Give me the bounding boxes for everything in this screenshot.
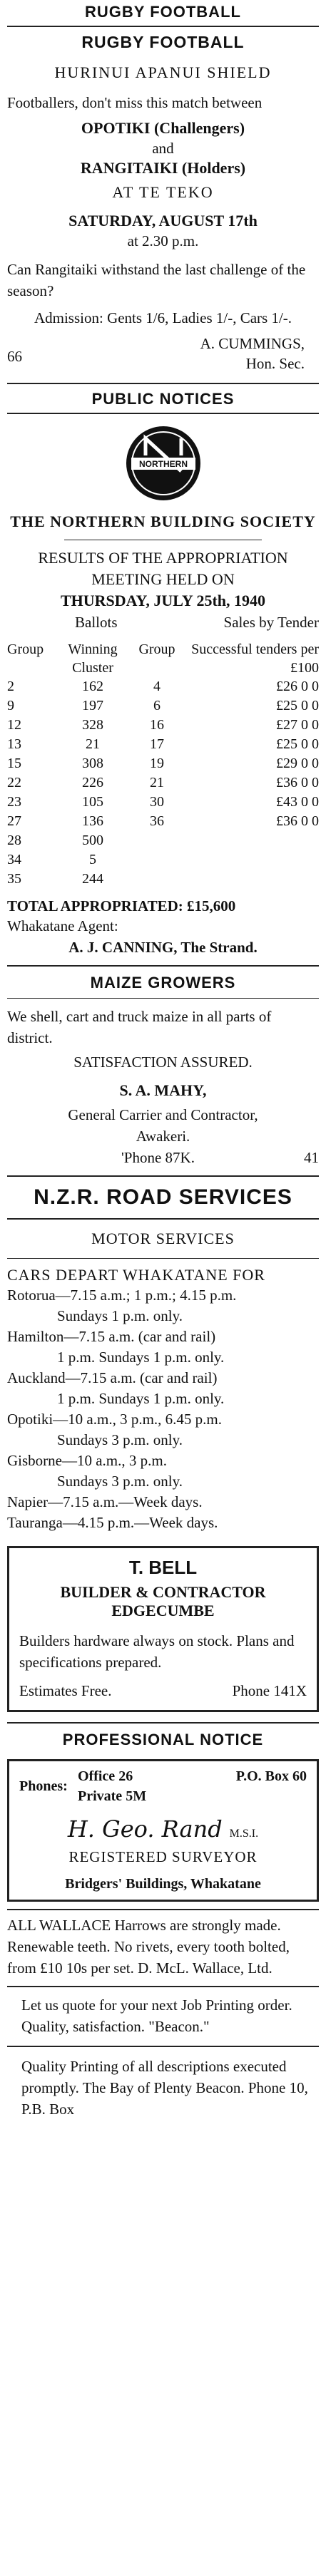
table-cell-g2: 36 [150, 813, 164, 829]
table-cell-w: 244 [82, 871, 103, 887]
table-cell-t [185, 850, 319, 870]
logo-text: NORTHERN [138, 459, 188, 469]
table-row [7, 831, 319, 850]
timetable-line: 1 p.m. Sundays 1 p.m. only. [57, 1390, 225, 1407]
table-row [7, 677, 319, 696]
timetable-line: Sundays 3 p.m. only. [57, 1473, 183, 1490]
col-group: Group [7, 642, 44, 657]
ad-ref: 66 [7, 348, 22, 365]
table-row [7, 793, 319, 812]
rugby-section [7, 0, 319, 376]
admission: Admission: Gents 1/6, Ladies 1/-, Cars 1/-. [34, 309, 292, 326]
divider [7, 413, 319, 414]
table-cell-w: 5 [89, 852, 96, 867]
northern-logo [7, 424, 319, 503]
table-cell-g: 2 [7, 679, 14, 694]
table-cell-t: £36 0 0 [276, 813, 319, 829]
table-cell-g2: 4 [153, 679, 161, 694]
maize-name: S. A. MAHY, [119, 1081, 207, 1099]
table-cell-g: 35 [7, 871, 21, 887]
col-group2: Group [138, 642, 175, 657]
divider [7, 2046, 319, 2047]
newspaper-column [7, 0, 319, 2120]
quality-printing-ad: Quality Printing of all descriptions executed promptly. The Bay of Plenty Beacon. Phone 10, P.B. Box [21, 2058, 308, 2118]
po-box: P.O. Box 60 [235, 1768, 307, 1784]
surveyor-name: H. Geo. Rand [67, 1815, 223, 1843]
timetable-line: Sundays 3 p.m. only. [57, 1431, 183, 1448]
table-row [7, 696, 319, 716]
table-cell-t: £43 0 0 [276, 794, 319, 810]
sales-label: Sales by Tender [223, 614, 319, 631]
maize-section [7, 974, 319, 1168]
col-successful: Successful tenders per £100 [191, 642, 319, 676]
maize-ref: 41 [304, 1149, 319, 1166]
table-row [7, 735, 319, 754]
rugby-question: Can Rangitaiki withstand the last challenge of the season? [7, 261, 306, 299]
divider [7, 1722, 319, 1724]
divider [7, 998, 319, 999]
divider [7, 383, 319, 384]
col-winning: Winning Cluster [68, 642, 118, 676]
bell-phone: Phone 141X [232, 1682, 307, 1699]
table-cell-g2 [128, 870, 185, 889]
meeting-date: THURSDAY, JULY 25th, 1940 [60, 592, 266, 609]
private-phone: Private 5M [78, 1788, 147, 1804]
total-appropriated: TOTAL APPROPRIATED: £15,600 [7, 897, 236, 915]
maize-body: We shell, cart and truck maize in all parts of district. [7, 1008, 272, 1046]
divider [7, 1909, 319, 1910]
timetable-line: Gisborne—10 a.m., 3 p.m. [7, 1452, 167, 1469]
maize-heading: MAIZE GROWERS [90, 974, 236, 991]
table-row [7, 716, 319, 735]
table-cell-g: 23 [7, 794, 21, 810]
maize-role: General Carrier and Contractor, [68, 1106, 258, 1123]
timetable-line: 1 p.m. Sundays 1 p.m. only. [57, 1349, 225, 1366]
nzr-section [7, 1185, 319, 1533]
timetable-line: Opotiki—10 a.m., 3 p.m., 6.45 p.m. [7, 1411, 222, 1428]
timetable-line: Rotorua—7.15 a.m.; 1 p.m.; 4.15 p.m. [7, 1287, 237, 1304]
team-challenger: OPOTIKI (Challengers) [81, 119, 245, 137]
nzr-timetable [7, 1264, 319, 1533]
timetable-line: Auckland—7.15 a.m. (car and rail) [7, 1369, 218, 1386]
table-cell-g2: 6 [153, 698, 161, 713]
table-cell-g: 22 [7, 775, 21, 790]
section-heading-rugby: RUGBY FOOTBALL [85, 3, 241, 21]
agent-name: A. J. CANNING, The Strand. [68, 939, 258, 956]
table-cell-t: £25 0 0 [276, 736, 319, 752]
bell-trade: BUILDER & CONTRACTOR [60, 1583, 266, 1601]
table-cell-g2 [128, 831, 185, 850]
surveyor-address: Bridgers' Buildings, Whakatane [65, 1876, 261, 1892]
timetable-line: CARS DEPART WHAKATANE FOR [7, 1266, 265, 1284]
ballots-label: Ballots [75, 614, 118, 631]
surveyor-ad [7, 1759, 319, 1902]
bell-body: Builders hardware always on stock. Plans and specifications prepared. [19, 1632, 295, 1671]
msi: M.S.I. [229, 1828, 259, 1840]
timetable-line: Hamilton—7.15 a.m. (car and rail) [7, 1328, 216, 1345]
table-row [7, 812, 319, 831]
bell-name: T. BELL [128, 1557, 198, 1578]
society-name: THE NORTHERN BUILDING SOCIETY [10, 512, 316, 530]
table-row [7, 773, 319, 793]
table-cell-g2: 21 [150, 775, 164, 790]
table-cell-g: 9 [7, 698, 14, 713]
divider [7, 1175, 319, 1177]
professional-heading: PROFESSIONAL NOTICE [62, 1731, 264, 1748]
table-cell-w: 21 [86, 736, 100, 752]
table-row [7, 870, 319, 889]
timetable-line: Napier—7.15 a.m.—Week days. [7, 1493, 203, 1510]
match-time: at 2.30 p.m. [127, 232, 199, 249]
wallace-ad: ALL WALLACE Harrows are strongly made. Renewable teeth. No rivets, every tooth bolted, from £10 10s per set. D. McL. Wallace, Ltd. [7, 1917, 290, 1977]
professional-section [7, 1731, 319, 1902]
table-cell-t: £27 0 0 [276, 717, 319, 733]
table-cell-w: 308 [82, 756, 103, 771]
table-cell-g2 [128, 850, 185, 870]
table-row [7, 850, 319, 870]
table-cell-g: 28 [7, 833, 21, 848]
bell-estimates: Estimates Free. [19, 1682, 112, 1699]
table-cell-g2: 17 [150, 736, 164, 752]
table-cell-w: 500 [82, 833, 103, 848]
appropriation-table [7, 640, 319, 889]
table-cell-w: 136 [82, 813, 103, 829]
table-cell-g: 15 [7, 756, 21, 771]
timetable-line: Tauranga—4.15 p.m.—Week days. [7, 1514, 218, 1531]
satisfaction: SATISFACTION ASSURED. [73, 1053, 253, 1071]
signer: A. CUMMINGS, [200, 335, 305, 352]
nzr-subtitle: MOTOR SERVICES [91, 1230, 235, 1247]
table-cell-g2: 16 [150, 717, 164, 733]
public-notices-section [7, 390, 319, 958]
table-cell-w: 105 [82, 794, 103, 810]
table-cell-t: £25 0 0 [276, 698, 319, 713]
timetable-line: Sundays 1 p.m. only. [57, 1307, 183, 1324]
table-cell-t: £36 0 0 [276, 775, 319, 790]
table-row [7, 754, 319, 773]
table-cell-w: 226 [82, 775, 103, 790]
divider [7, 1218, 319, 1220]
phones-label: Phones: [19, 1778, 68, 1794]
results-heading: RESULTS OF THE APPROPRIATION MEETING HELD ON [38, 549, 288, 588]
divider [7, 1258, 319, 1259]
rugby-intro: Footballers, don't miss this match between [7, 94, 263, 111]
table-cell-g: 27 [7, 813, 21, 829]
table-cell-t: £26 0 0 [276, 679, 319, 694]
table-cell-w: 328 [82, 717, 103, 733]
table-cell-g2: 30 [150, 794, 164, 810]
agent-label: Whakatane Agent: [7, 917, 118, 934]
match-date: SATURDAY, AUGUST 17th [68, 212, 258, 230]
table-cell-w: 197 [82, 698, 103, 713]
table-cell-w: 162 [82, 679, 103, 694]
venue: AT TE TEKO [112, 183, 214, 201]
maize-place: Awakeri. [136, 1128, 190, 1145]
office-phone: Office 26 [78, 1768, 133, 1784]
signer-title: Hon. Sec. [245, 355, 305, 372]
table-cell-g2: 19 [150, 756, 164, 771]
maize-phone: 'Phone 87K. [121, 1149, 195, 1166]
shield-name: HURINUI APANUI SHIELD [54, 63, 272, 81]
table-cell-t: £29 0 0 [276, 756, 319, 771]
table-cell-g: 13 [7, 736, 21, 752]
divider [7, 26, 319, 27]
job-printing-ad: Let us quote for your next Job Printing order. Quality, satisfaction. "Beacon." [21, 1997, 292, 2035]
table-cell-g: 34 [7, 852, 21, 867]
section-heading-public-notices: PUBLIC NOTICES [91, 390, 235, 408]
bell-place: EDGECUMBE [111, 1602, 215, 1619]
bell-ad [7, 1546, 319, 1712]
table-cell-t [185, 870, 319, 889]
table-cell-g: 12 [7, 717, 21, 733]
divider [7, 965, 319, 967]
nzr-title: N.Z.R. ROAD SERVICES [34, 1185, 292, 1209]
divider [7, 1986, 319, 1987]
rugby-title: RUGBY FOOTBALL [81, 33, 245, 51]
table-cell-t [185, 831, 319, 850]
and-text: and [152, 140, 174, 157]
team-holder: RANGITAIKI (Holders) [80, 159, 246, 177]
surveyor-title: REGISTERED SURVEYOR [68, 1848, 258, 1865]
